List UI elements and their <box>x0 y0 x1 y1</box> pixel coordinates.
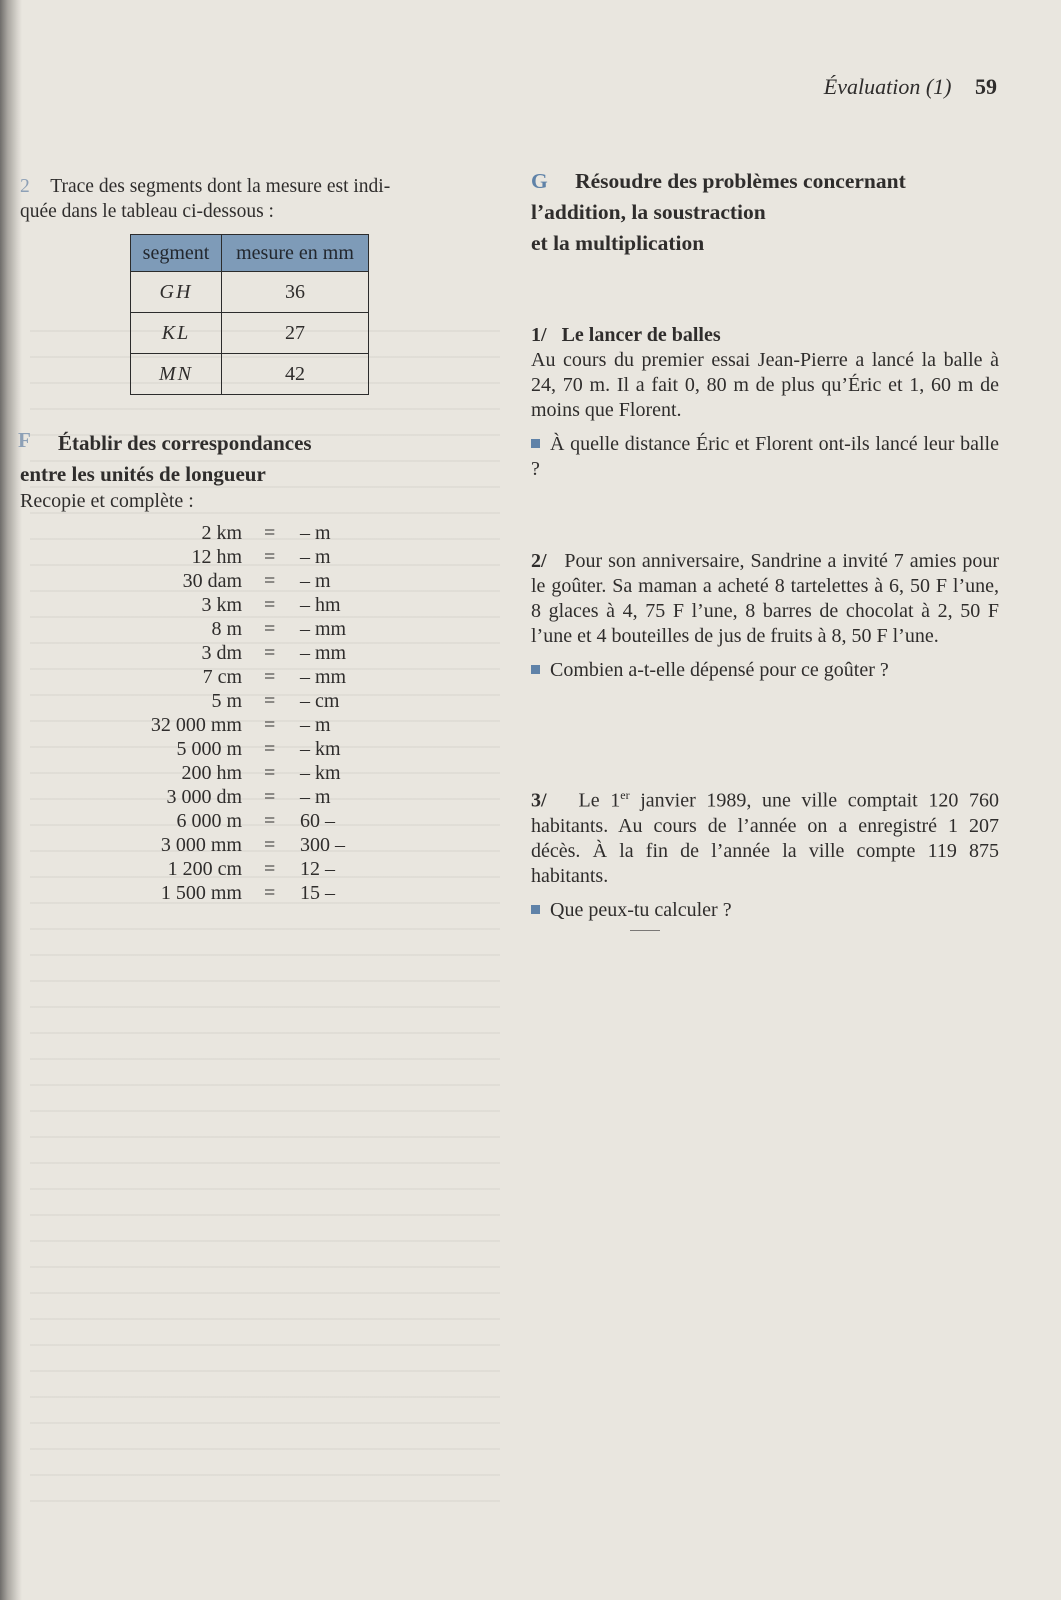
square-bullet-icon <box>531 905 540 914</box>
problem-question: À quelle distance Éric et Florent ont-ils lancé leur balle ? <box>531 433 999 480</box>
section-f-title <box>20 428 420 490</box>
conversion-blank: – mm <box>300 618 347 640</box>
exercise-2-instruction <box>20 174 490 224</box>
equals-sign: = <box>264 546 276 568</box>
conversion-given: 1 200 cm <box>167 858 242 880</box>
conversion-given: 7 cm <box>202 666 242 688</box>
table-row <box>131 313 369 354</box>
conversion-blank: – km <box>300 738 341 760</box>
exercise-number: 2 <box>20 176 30 197</box>
conversion-blank: 60 – <box>300 810 335 832</box>
book-spine-shadow <box>0 0 22 1600</box>
equals-sign: = <box>264 642 276 664</box>
header-title: Évaluation (1) <box>823 74 952 99</box>
table-header-measure: mesure en mm <box>222 235 369 272</box>
separator-mark <box>630 930 660 931</box>
segment-measure: 27 <box>222 313 369 354</box>
equals-sign: = <box>264 834 276 856</box>
conversion-blank: – m <box>300 570 331 592</box>
conversion-given: 3 000 dm <box>166 786 242 808</box>
equals-sign: = <box>264 810 276 832</box>
problem-question: Combien a-t-elle dépensé pour ce goûter ? <box>531 658 999 683</box>
table-header-segment: segment <box>131 235 222 272</box>
conversion-given: 3 dm <box>201 642 242 664</box>
conversion-given: 30 dam <box>182 570 242 592</box>
table-row <box>131 354 369 395</box>
problem-title: Le lancer de balles <box>561 324 721 346</box>
conversion-given: 32 000 mm <box>150 714 242 736</box>
equals-sign: = <box>264 690 276 712</box>
conversion-blank: 15 – <box>300 882 335 904</box>
conversion-given: 1 500 mm <box>160 882 242 904</box>
conversion-blank: 12 – <box>300 858 335 880</box>
problem-text: Pour son anniversaire, Sandrine a invité 7 amies pour le goûter. Sa maman a acheté 8 tartelettes à 6, 50 F l’une, 8 glaces à 4, 75 F l’une, 8 barres de chocolat à 2, 50 F l’une et 4 bouteilles de jus de fruits à 8, 50 F l’une. <box>531 550 999 647</box>
conversion-given: 3 000 mm <box>160 834 242 856</box>
conversion-given: 2 km <box>201 522 242 544</box>
problem-number: 2/ <box>531 550 547 572</box>
equals-sign: = <box>264 522 276 544</box>
section-f-title-line-2: entre les unités de longueur <box>20 462 266 486</box>
section-f-title-line-1: Établir des correspondances <box>58 431 312 455</box>
segment-measure: 36 <box>222 272 369 313</box>
equals-sign: = <box>264 618 276 640</box>
conversion-given: 5 000 m <box>176 738 242 760</box>
equals-sign: = <box>264 714 276 736</box>
segment-name: MN <box>131 354 222 395</box>
section-g-title-line-3: et la multiplication <box>531 231 705 255</box>
conversion-blank: – m <box>300 714 331 736</box>
problem-number: 1/ <box>531 324 547 346</box>
conversion-blank: – cm <box>300 690 340 712</box>
equals-sign: = <box>264 738 276 760</box>
equals-sign: = <box>264 858 276 880</box>
section-f-letter: F <box>18 428 31 452</box>
section-f-instruction: Recopie et complète : <box>20 490 194 512</box>
conversion-given: 12 hm <box>191 546 242 568</box>
section-g-title-line-1: Résoudre des problèmes concernant <box>575 169 906 193</box>
problem-3: 3/ Le 1er janvier 1989, une ville comptait 120 760 habitants. Au cours de l’année on a enregistré 1 207 décès. À la fin de l’année la ville compte 119 875 habitants. Que peux-tu calculer ? <box>531 788 1000 921</box>
equals-sign: = <box>264 786 276 808</box>
equals-sign: = <box>264 666 276 688</box>
segment-table <box>130 234 369 395</box>
conversion-blank: – m <box>300 786 331 808</box>
conversion-given: 3 km <box>201 594 242 616</box>
page-number: 59 <box>975 74 997 99</box>
problem-number: 3/ <box>531 789 547 812</box>
conversion-blank: – m <box>300 546 331 568</box>
instruction-line-2: quée dans le tableau ci-dessous : <box>20 201 274 222</box>
section-g-title <box>531 166 1001 259</box>
equals-sign: = <box>264 570 276 592</box>
segment-name: GH <box>131 272 222 313</box>
square-bullet-icon <box>531 665 540 674</box>
conversion-blank: – mm <box>300 666 347 688</box>
equals-sign: = <box>264 882 276 904</box>
section-g-title-line-2: l’addition, la soustraction <box>531 200 766 224</box>
conversion-given: 8 m <box>211 618 242 640</box>
problem-2 <box>531 549 999 683</box>
conversion-blank: – hm <box>300 594 341 616</box>
equals-sign: = <box>264 762 276 784</box>
conversion-blank: – mm <box>300 642 347 664</box>
table-row <box>131 272 369 313</box>
conversion-blank: – m <box>300 522 331 544</box>
page-header <box>824 74 997 100</box>
problem-text: Au cours du premier essai Jean-Pierre a lancé la balle à 24, 70 m. Il a fait 0, 80 m de plus qu’Éric et 1, 60 m de moins que Florent. <box>531 349 999 421</box>
section-g-letter: G <box>531 169 548 193</box>
conversion-given: 200 hm <box>181 762 242 784</box>
square-bullet-icon <box>531 439 540 448</box>
segment-name: KL <box>131 313 222 354</box>
problem-question: Que peux-tu calculer ? <box>531 898 999 923</box>
instruction-line-1: Trace des segments dont la mesure est indi- <box>50 176 391 197</box>
segment-measure: 42 <box>222 354 369 395</box>
problem-1 <box>531 323 999 482</box>
problem-text: janvier 1989, une ville comptait 120 760 habitants. Au cours de l’année on a enregistré 1 207 décès. À la fin de l’année la ville compte 119 875 habitants. <box>531 789 1000 887</box>
equals-sign: = <box>264 594 276 616</box>
conversion-blank: 300 – <box>300 834 345 856</box>
conversion-given: 5 m <box>211 690 242 712</box>
conversion-blank: – km <box>300 762 341 784</box>
conversion-given: 6 000 m <box>176 810 242 832</box>
